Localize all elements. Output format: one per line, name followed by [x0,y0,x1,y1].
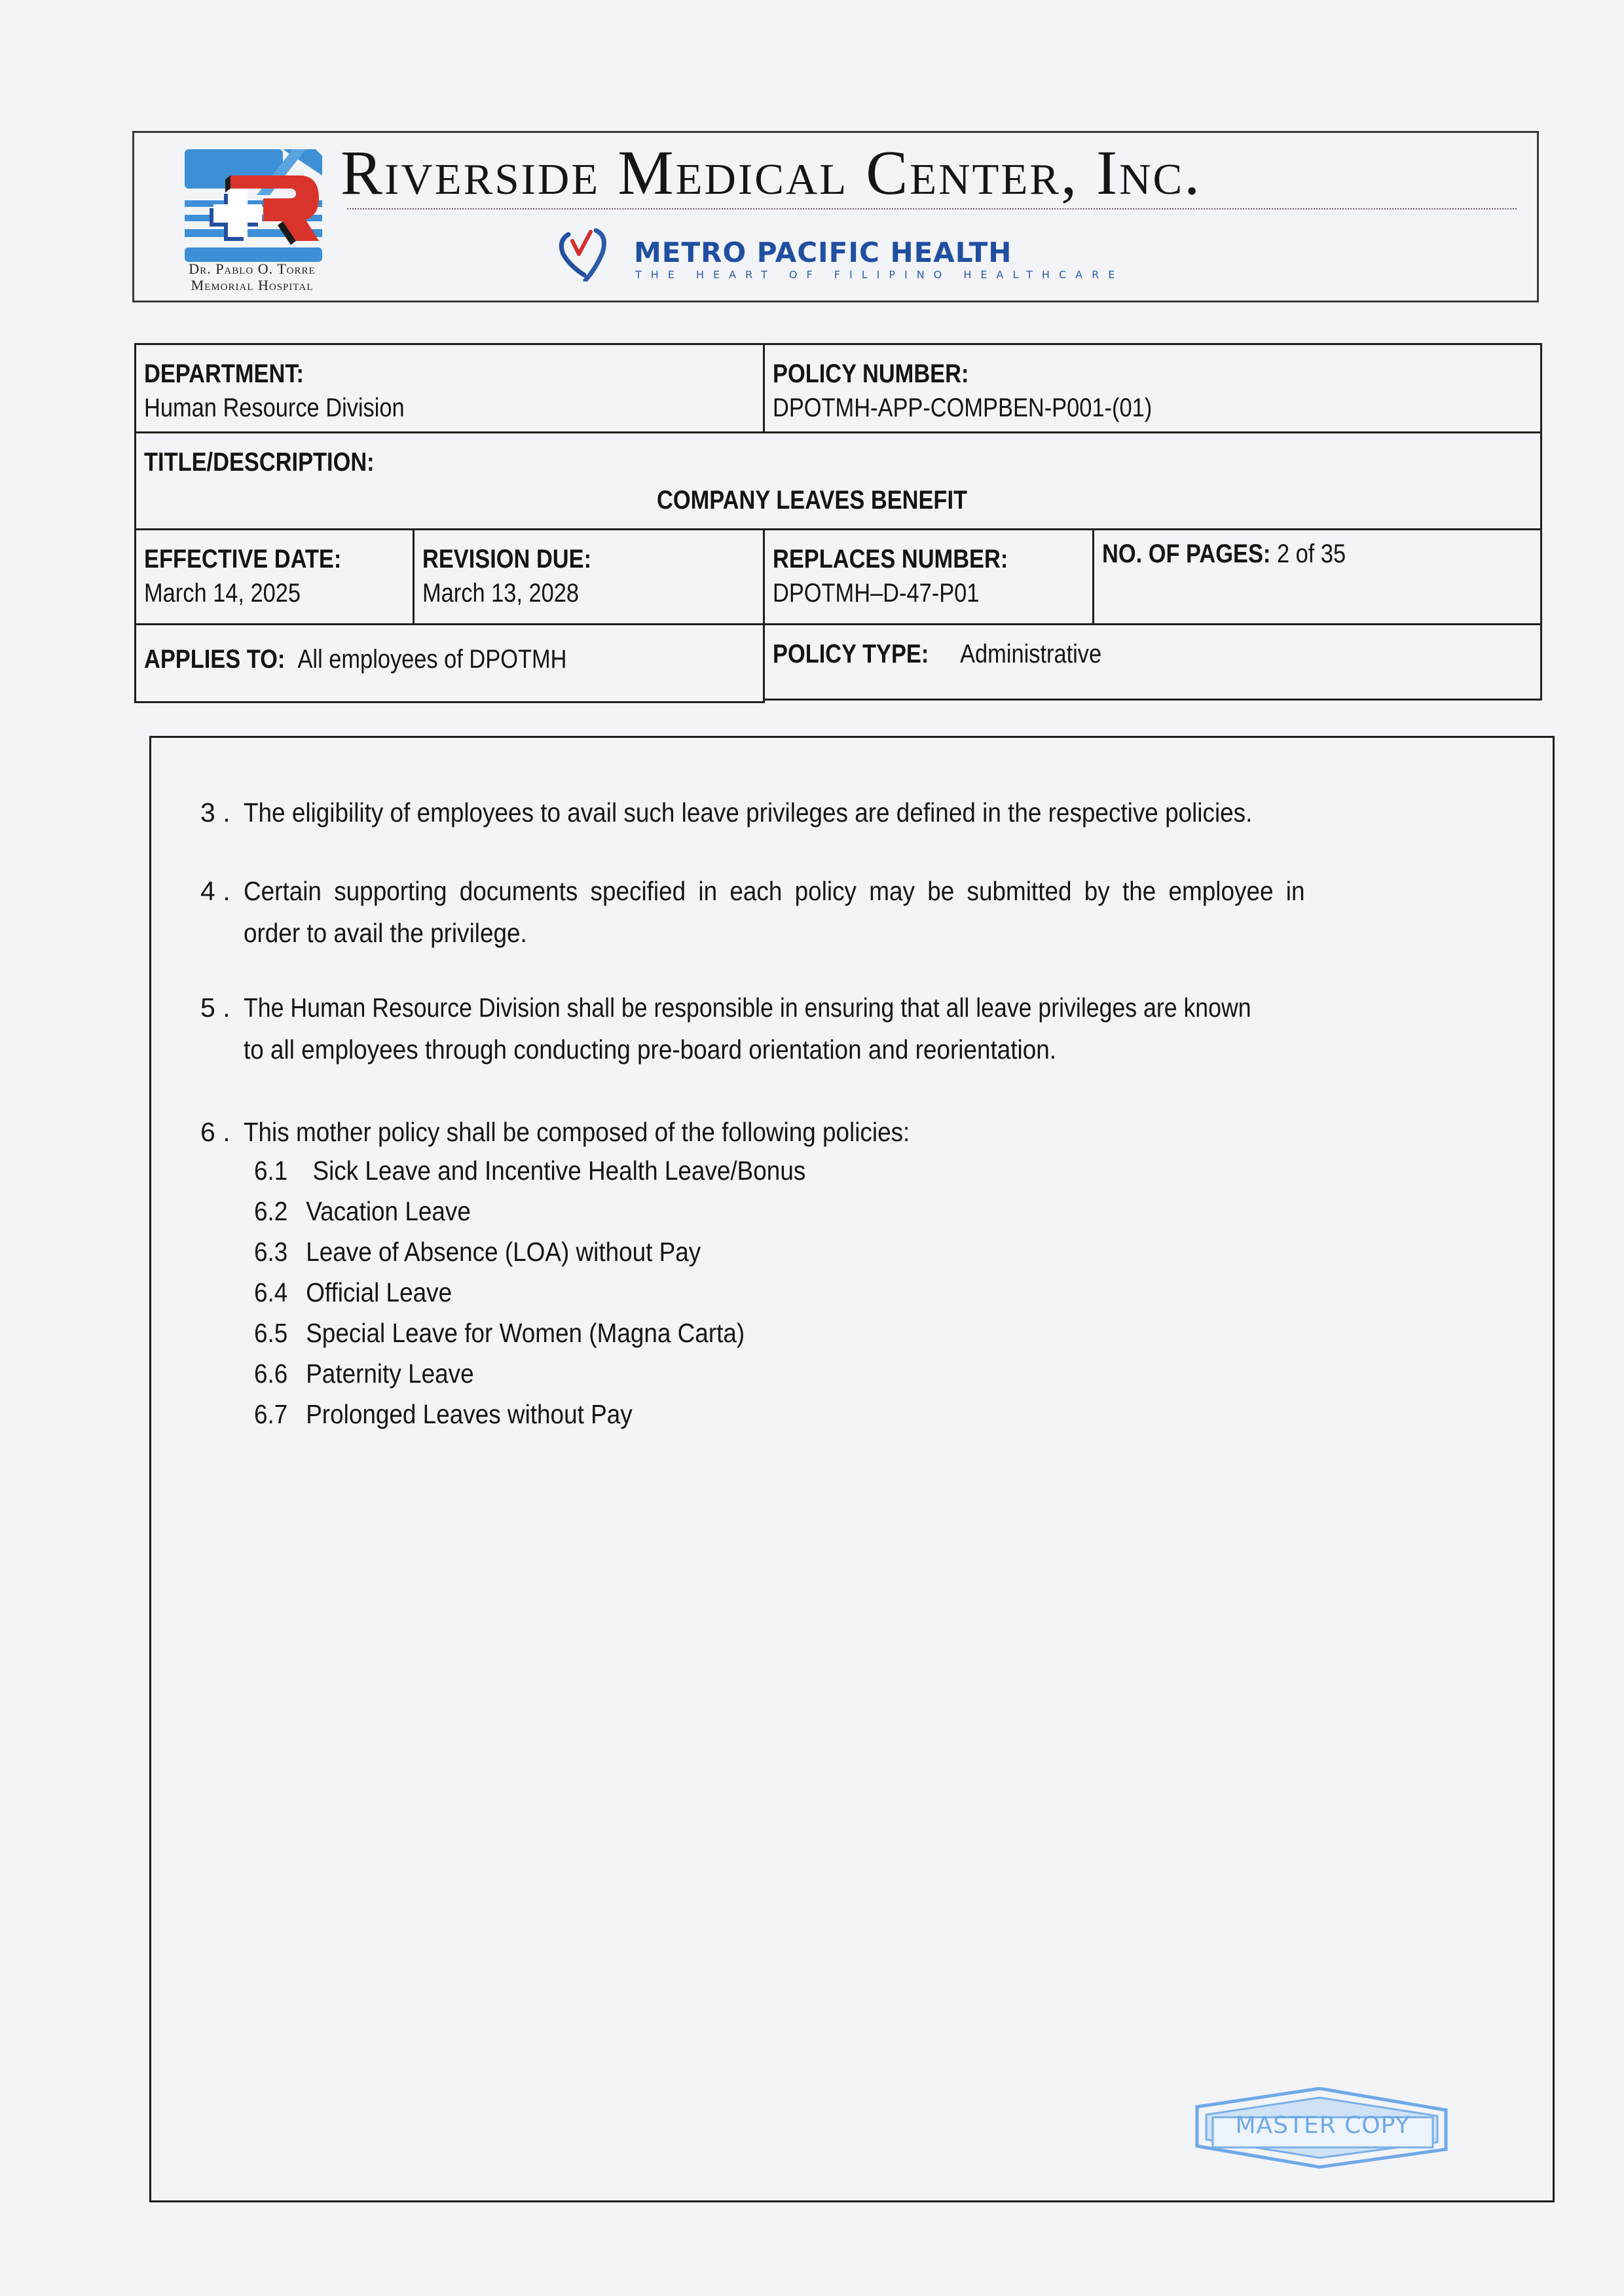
policy-number-cell [763,343,1542,433]
hospital-name-line1: Dr. Pablo O. Torre [189,261,316,277]
applies-to-cell [134,623,765,703]
company-title: Riverside Medical Center, Inc. [341,137,1202,208]
sub-item-text: Special Leave for Women (Magna Carta) [306,1318,745,1348]
title-cell [134,431,1542,530]
title-divider [347,208,1517,210]
sub-policy-item [254,1354,498,1393]
sub-policy-item [254,1273,474,1312]
applies-to-value: All employees of DPOTMH [297,645,567,674]
department-value: Human Resource Division [144,393,405,422]
department-label: DEPARTMENT: [144,359,304,388]
hospital-name-line2: Memorial Hospital [191,277,314,293]
item-number: 3 . [200,797,231,828]
item-number: 5 . [200,993,231,1023]
pages-cell [1092,528,1542,625]
item-text-line2: to all employees through conducting pre-board orientation and reorientation. [244,1034,1057,1065]
title-value: COMPANY LEAVES BENEFIT [657,486,968,515]
replaces-number-label: REPLACES NUMBER: [773,545,1008,574]
sub-item-number: 6.5 [254,1318,288,1348]
replaces-number-cell [763,528,1094,625]
sub-policy-item [254,1192,495,1231]
hospital-logo-icon [185,149,322,262]
hospital-name [157,261,347,293]
item-text: This mother policy shall be composed of the following policies: [244,1117,910,1147]
revision-due-cell [413,528,765,625]
sub-policy-item [254,1151,867,1190]
sub-item-number: 6.1 [254,1156,288,1186]
policy-type-label: POLICY TYPE: [773,640,929,668]
policy-info-table [134,343,1542,703]
policy-body-box [149,736,1555,2202]
sub-item-text: Sick Leave and Incentive Health Leave/Bonus [306,1156,806,1186]
revision-due-label: REVISION DUE: [422,545,592,574]
applies-to-label: APPLIES TO: [144,645,286,674]
heart-check-logo-icon [557,228,616,282]
sub-item-number: 6.4 [254,1277,288,1307]
item-text-line1: Certain supporting documents specified in each policy may be submitted by the employee in [244,876,1305,906]
policy-type-value: Administrative [960,640,1102,668]
sub-item-text: Prolonged Leaves without Pay [306,1399,633,1429]
policy-number-label: POLICY NUMBER: [773,359,969,388]
sub-item-text: Paternity Leave [306,1358,474,1389]
sub-item-text: Official Leave [306,1277,452,1307]
revision-due-value: March 13, 2028 [422,579,580,608]
sub-item-number: 6.2 [254,1196,288,1226]
item-number: 6 . [200,1117,231,1147]
pages-label: NO. OF PAGES: [1102,539,1271,568]
partner-tagline: THE HEART OF FILIPINO HEALTHCARE [635,268,1124,281]
sub-item-number: 6.3 [254,1237,288,1267]
sub-policy-item [254,1313,799,1353]
department-cell [134,343,765,433]
effective-date-value: March 14, 2025 [144,579,301,608]
pages-value: 2 of 35 [1276,539,1346,568]
title-label: TITLE/DESCRIPTION: [144,448,375,477]
sub-item-number: 6.6 [254,1358,288,1389]
item-number: 4 . [200,876,231,906]
policy-type-cell [763,623,1542,701]
sub-item-text: Leave of Absence (LOA) without Pay [306,1237,701,1267]
sub-item-number: 6.7 [254,1399,288,1429]
sub-policy-item [254,1394,674,1434]
sub-item-text: Vacation Leave [306,1196,471,1226]
item-text: The eligibility of employees to avail such leave privileges are defined in the respective policies. [244,797,1253,828]
effective-date-cell [134,528,415,625]
policy-number-value: DPOTMH-APP-COMPBEN-P001-(01) [773,393,1153,422]
sub-policy-item [254,1232,750,1271]
effective-date-label: EFFECTIVE DATE: [144,545,342,574]
partner-name: METRO PACIFIC HEALTH [634,236,1012,268]
item-text-line2: order to avail the privilege. [244,918,527,948]
item-text-line1: The Human Resource Division shall be responsible in ensuring that all leave privileges are known [244,993,1251,1023]
master-copy-stamp-text: MASTER COPY [1235,2112,1411,2139]
replaces-number-value: DPOTMH–D-47-P01 [773,579,980,608]
